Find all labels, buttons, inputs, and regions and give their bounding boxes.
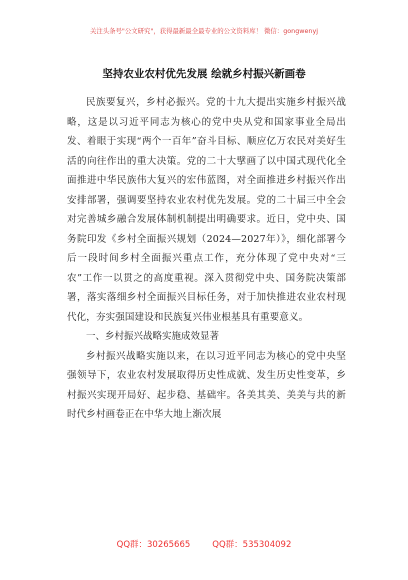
document-body xyxy=(67,93,346,425)
intro-paragraph: 民族要复兴，乡村必振兴。党的十九大提出实施乡村振兴战略，这是以习近平同志为核心的党中央从党和国家事业全局出发、着眼于实现“两个一百年”奋斗目标、顺应亿万农民对美好生活的向往作出的重大决策。党的二十大擘画了以中国式现代化全面推进中华民族伟大复兴的宏伟蓝图，对全面推进乡村振兴作出安排部署，强调要坚持农业农村优先发展。党的二十届三中全会对完善城乡融合发展体制机制提出明确要求。近日，党中央、国务院印发《乡村全面振兴规划（2024—2027年）》，细化部署今后一段时间乡村全面振兴重点工作，充分体现了党中央对“三农”工作一以贯之的高度重视。深入贯彻党中央、国务院决策部署，落实落细乡村全面振兴目标任务，对于加快推进农业农村现代化，夯实强国建设和民族复兴伟业根基具有重要意义。 xyxy=(67,97,346,323)
footer-contact xyxy=(0,539,408,551)
footer-qq-group-2: QQ群：535304092 xyxy=(212,540,292,550)
footer-qq-group-1: QQ群：30265665 xyxy=(116,540,191,550)
header-promo-note: 关注头条号"公文研究"，获得最新最全最专业的公文资料库！ 微信：gongwenyj xyxy=(89,27,319,35)
section-paragraph: 乡村振兴战略实施以来，在以习近平同志为核心的党中央坚强领导下，农业农村发展取得历史性成就、发生历史性变革，乡村振兴实现开局好、起步稳、基础牢。各美其美、美美与共的新时代乡村画卷正在中华大地上渐次展 xyxy=(67,350,346,420)
document-title: 坚持农业农村优先发展 绘就乡村振兴新画卷 xyxy=(102,68,306,80)
section-heading: 一、乡村振兴战略实施成效显著 xyxy=(86,331,220,342)
